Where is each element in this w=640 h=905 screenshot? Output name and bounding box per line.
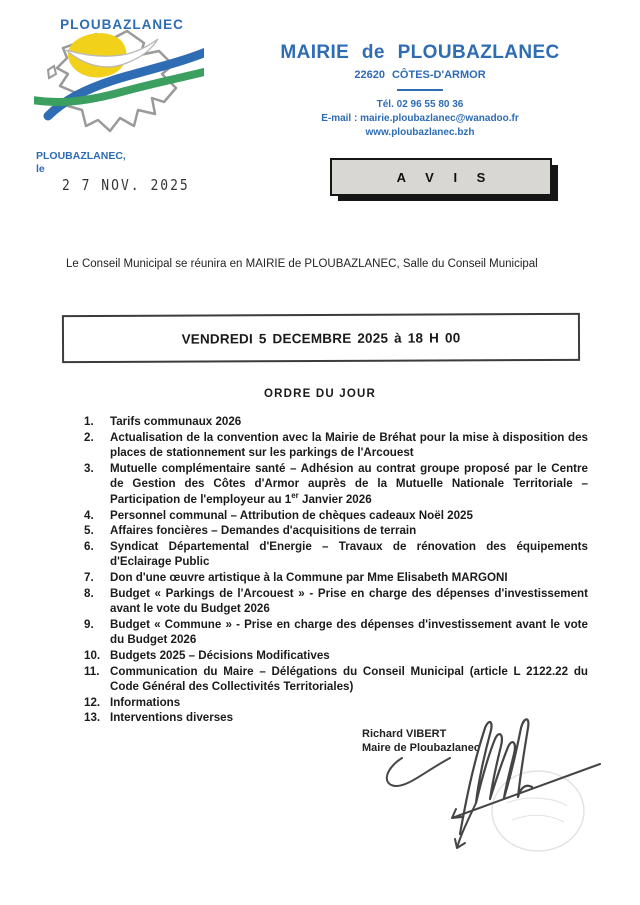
agenda-item-text: Don d'une œuvre artistique à la Commune par Mme Elisabeth MARGONI [110,570,508,584]
agenda-item [84,461,588,508]
agenda-item [84,617,588,648]
agenda-item-number: 3. [84,461,94,475]
agenda-item [84,508,588,524]
date-stamp: 2 7 NOV. 2025 [62,177,190,195]
agenda-item [84,648,588,664]
agenda-item-text: Budgets 2025 – Décisions Modificatives [110,648,330,662]
agenda-item-number: 12. [84,695,101,709]
mairie-email: E-mail : mairie.ploubazlanec@wanadoo.fr [321,113,519,124]
agenda-item-text: Mutuelle complémentaire santé – Adhésion au contrat groupe proposé par le Centre de Gestion des Côtes d'Armor auprès de la Mutuelle Nationale Territoriale – Participation de l'employeur au 1er Janvier 2026 [110,461,588,506]
mairie-title: MAIRIE de PLOUBAZLANEC [280,42,560,63]
agenda-item-number: 8. [84,586,94,600]
agenda-item [84,664,588,695]
agenda-item [84,539,588,570]
intro-line: Le Conseil Municipal se réunira en MAIRIE de PLOUBAZLANEC, Salle du Conseil Municipal [66,258,538,270]
agenda-item-text: Interventions diverses [110,711,234,725]
superscript-er: er [291,491,299,501]
agenda-item-text: Affaires foncières – Demandes d'acquisitions de terrain [110,524,417,538]
signatory-name: Richard VIBERT [362,728,447,740]
agenda-item [84,586,588,617]
agenda-item-number: 7. [84,570,94,584]
faint-stamp-circle [492,771,584,851]
faint-stamp-squiggle [507,798,567,822]
agenda-title: ORDRE DU JOUR [263,388,377,400]
dateline-city: PLOUBAZLANEC, [36,150,126,162]
agenda-item-text: Syndicat Départemental d'Energie – Travaux de rénovation des équipements d'Eclairage Public [110,539,588,569]
dateline [36,150,126,176]
avis-title-box [330,158,552,196]
agenda-item-text: Budget « Commune » - Prise en charge des dépenses d'investissement avant le vote du Budget 2026 [110,617,588,647]
commune-logo [34,10,204,152]
agenda-item-number: 11. [84,664,100,678]
mairie-website: www.ploubazlanec.bzh [365,127,475,138]
mairie-department: 22620 CÔTES-D'ARMOR [354,69,486,81]
map-islet-shape [48,66,56,78]
agenda-item [84,430,588,461]
agenda-item-number: 10. [84,648,101,662]
logo-wordmark: PLOUBAZLANEC [60,17,184,32]
signature-flourish [387,758,450,786]
agenda-item-text: Personnel communal – Attribution de chèques cadeaux Noël 2025 [110,508,473,522]
mairie-header [266,42,574,140]
handwritten-signature [372,708,624,858]
agenda-item-text: Budget « Parkings de l'Arcouest » - Prise en charge des dépenses d'investissement avant le vote du Budget 2026 [110,586,588,616]
agenda-item-text: Actualisation de la convention avec la Mairie de Bréhat pour la mise à disposition des places de stationnement sur les parkings de l'Arcouest [110,430,588,460]
agenda-item-text: Informations [110,695,181,709]
agenda-item [84,414,588,430]
meeting-date-box [62,313,580,363]
signatory-title: Maire de Ploubazlanec [362,742,480,754]
agenda-item-number: 1. [84,415,94,428]
agenda-item-number: 2. [84,430,94,444]
dateline-le: le [36,163,45,175]
agenda-item-text: Communication du Maire – Délégations du Conseil Municipal (article L 2122.22 du Code Général des Collectivités Territoriales) [110,664,588,694]
agenda-item-number: 6. [84,539,94,553]
avis-label: A V I S [396,169,494,185]
agenda-list [84,414,588,726]
agenda-item-number: 4. [84,508,94,522]
agenda-item [84,570,588,586]
meeting-date-text: VENDREDI 5 DECEMBRE 2025 à 18 H 00 [181,329,461,347]
header-divider [397,89,443,91]
mairie-phone: Tél. 02 96 55 80 36 [376,99,464,110]
agenda-item-number: 9. [84,617,94,631]
agenda-item-number: 13. [84,711,101,725]
agenda-item-number: 5. [84,524,94,538]
agenda-item-text: Tarifs communaux 2026 [110,415,242,428]
agenda-item [84,523,588,539]
